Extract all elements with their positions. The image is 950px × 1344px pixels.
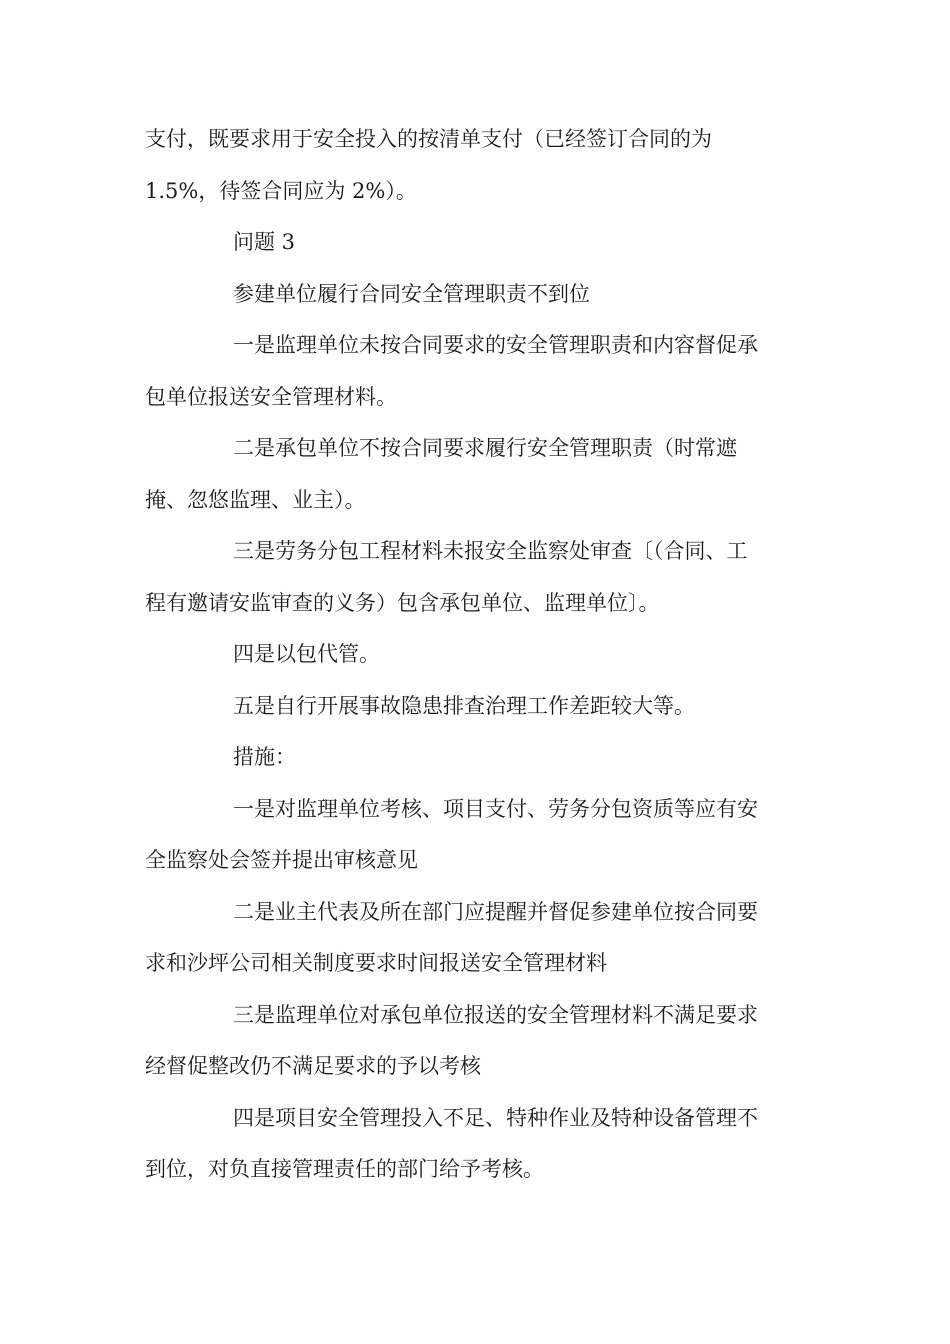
measures-heading — [145, 732, 805, 784]
text-line: 一是监理单位未按合同要求的安全管理职责和内容督促承 — [233, 333, 758, 357]
section-heading — [145, 217, 805, 269]
text-line: 程有邀请安监审查的义务）包含承包单位、监理单位〕。 — [145, 590, 660, 615]
text-line: 措施： — [233, 745, 296, 769]
problem-item-4 — [145, 629, 805, 681]
text-line: 二是业主代表及所在部门应提醒并督促参建单位按合同要 — [233, 899, 758, 924]
paragraph-continuation — [145, 114, 805, 217]
text-line: 问题 3 — [233, 230, 296, 254]
text-line: 三是劳务分包工程材料未报安全监察处审查〔（合同、工 — [233, 539, 748, 563]
problem-item-2 — [145, 423, 805, 526]
problem-item-1 — [145, 320, 805, 423]
text-line: 到位，对负直接管理责任的部门给予考核。 — [145, 1157, 544, 1181]
text-line: 全监察处会签并提出审核意见 — [145, 848, 418, 872]
problem-item-3 — [145, 526, 805, 629]
text-line: 支付，既要求用于安全投入的按清单支付（已经签订合同的为 — [145, 127, 712, 151]
measure-item-3 — [145, 990, 805, 1093]
text-line: 四是以包代管。 — [233, 642, 380, 666]
text-line: 二是承包单位不按合同要求履行安全管理职责（时常遮 — [233, 436, 737, 460]
text-line: 经督促整改仍不满足要求的予以考核 — [145, 1054, 481, 1078]
text-line: 参建单位履行合同安全管理职责不到位 — [233, 281, 590, 306]
text-line: 五是自行开展事故隐患排查治理工作差距较大等。 — [233, 693, 695, 718]
measure-item-4 — [145, 1093, 805, 1196]
problem-title — [145, 269, 805, 321]
text-line: 1.5%，待签合同应为 2%）。 — [145, 178, 417, 203]
text-line: 求和沙坪公司相关制度要求时间报送安全管理材料 — [145, 951, 607, 975]
document-page — [145, 114, 805, 1196]
text-line: 四是项目安全管理投入不足、特种作业及特种设备管理不 — [233, 1105, 758, 1130]
measure-item-1 — [145, 784, 805, 887]
text-line: 三是监理单位对承包单位报送的安全管理材料不满足要求 — [233, 1002, 758, 1027]
text-line: 掩、忽悠监理、业主）。 — [145, 487, 366, 512]
problem-item-5 — [145, 681, 805, 733]
measure-item-2 — [145, 887, 805, 990]
text-line: 包单位报送安全管理材料。 — [145, 384, 397, 409]
text-line: 一是对监理单位考核、项目支付、劳务分包资质等应有安 — [233, 796, 758, 821]
